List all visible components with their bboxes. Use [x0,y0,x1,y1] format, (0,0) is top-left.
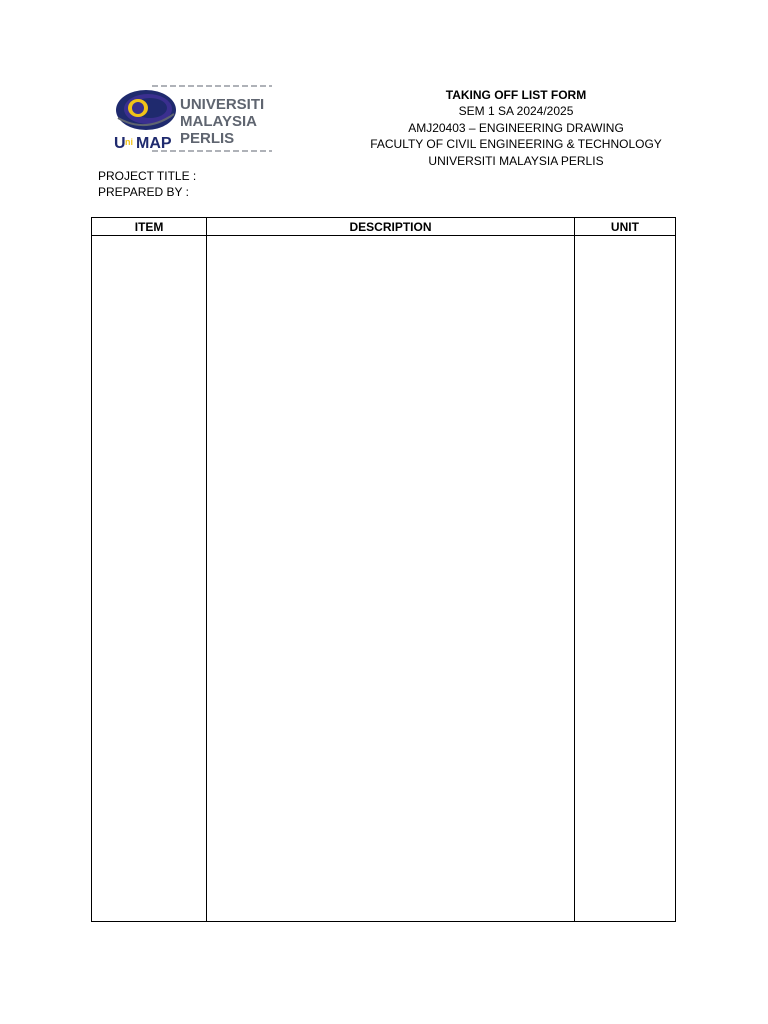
table-header-row [92,218,676,236]
university-logo [108,84,278,156]
form-title: TAKING OFF LIST FORM [445,88,587,102]
unit-cell[interactable] [574,236,675,922]
column-header-item: ITEM [92,218,207,236]
table-row [92,236,676,922]
faculty-line: FACULTY OF CIVIL ENGINEERING & TECHNOLOGY [370,137,662,152]
project-meta [98,168,196,201]
logo-text-line1: UNIVERSITI [180,96,265,113]
logo-brand-map: MAP [136,135,172,152]
column-header-unit: UNIT [574,218,675,236]
project-title-label: PROJECT TITLE : [98,169,197,183]
form-header [356,87,676,169]
prepared-by-label: PREPARED BY : [98,185,189,200]
university-line: UNIVERSITI MALAYSIA PERLIS [428,153,604,168]
description-cell[interactable] [207,236,575,922]
course-line: AMJ20403 – ENGINEERING DRAWING [408,120,624,135]
logo-brand-ni: ni [125,137,133,147]
semester-line: SEM 1 SA 2024/2025 [458,104,574,119]
logo-text-line2: MALAYSIA [180,113,257,130]
taking-off-table [91,217,676,922]
item-cell[interactable] [92,236,207,922]
column-header-description: DESCRIPTION [207,218,575,236]
logo-text-line3: PERLIS [180,130,235,147]
logo-brand-u: U [114,135,126,152]
